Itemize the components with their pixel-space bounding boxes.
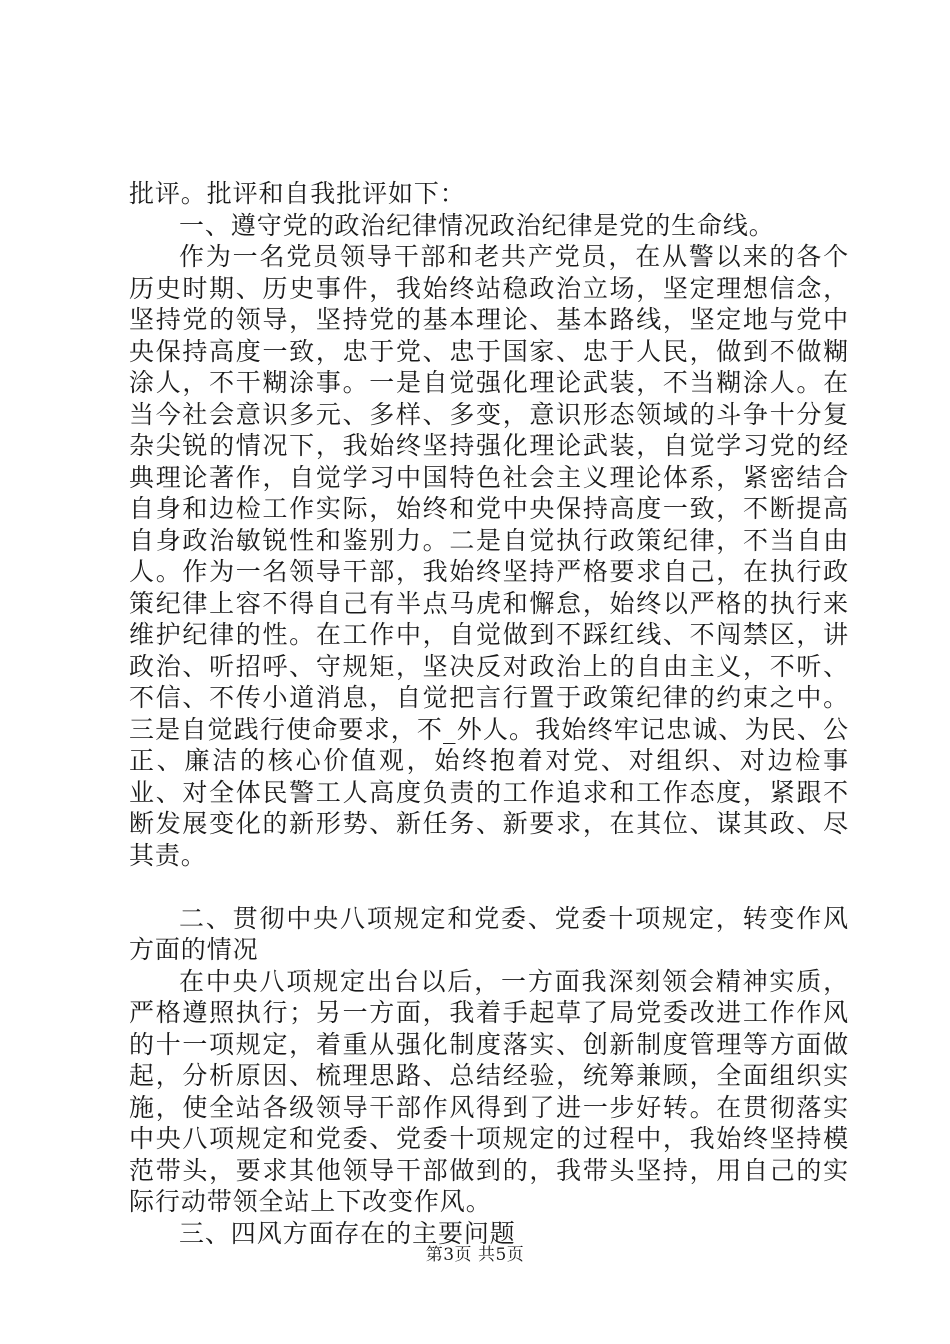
document-body <box>129 178 849 1249</box>
section-heading-four-styles: 三、四风方面存在的主要问题 <box>179 1218 516 1248</box>
paragraph-eight-rules: 在中央八项规定出台以后，一方面我深刻领会精神实质，严格遵照执行；另一方面，我着手起草了局党委改进工作作风的十一项规定，着重从强化制度落实、创新制度管理等方面做起，分析原因、梳理思路、总结经验，统筹兼顾，全面组织实施，使全站各级领导干部作风得到了进一步好转。在贯彻落实中央八项规定和党委、党委十项规定的过程中，我始终坚持模范带头，要求其他领导干部做到的，我带头坚持，用自己的实际行动带领全站上下改变作风。 <box>129 966 849 1216</box>
section-heading-political-discipline: 一、遵守党的政治纪律情况政治纪律是党的生命线。 <box>179 210 775 240</box>
section-heading-eight-rules: 二、贯彻中央八项规定和党委、党委十项规定，转变作风方面的情况 <box>129 903 849 964</box>
paragraph-spacer <box>129 871 849 903</box>
paragraph-continuation: 批评。批评和自我批评如下： <box>129 179 466 208</box>
page-number-footer: 第3页 共5页 <box>425 1245 525 1265</box>
paragraph-political-discipline: 作为一名党员领导干部和老共产党员，在从警以来的各个历史时期、历史事件，我始终站稳政治立场，坚定理想信念，坚持党的领导，坚持党的基本理论、基本路线，坚定地与党中央保持高度一致，忠于党、忠于国家、忠于人民，做到不做糊涂人，不干糊涂事。一是自觉强化理论武装，不当糊涂人。在当今社会意识多元、多样、多变，意识形态领域的斗争十分复杂尖锐的情况下，我始终坚持强化理论武装，自觉学习党的经典理论著作，自觉学习中国特色社会主义理论体系，紧密结合自身和边检工作实际，始终和党中央保持高度一致，不断提高自身政治敏锐性和鉴别力。二是自觉执行政策纪律，不当自由人。作为一名领导干部，我始终坚持严格要求自己，在执行政策纪律上容不得自己有半点马虎和懈怠，始终以严格的执行来维护纪律的性。在工作中，自觉做到不踩红线、不闯禁区，讲政治、听招呼、守规矩，坚决反对政治上的自由主义，不听、不信、不传小道消息，自觉把言行置于政策纪律的约束之中。三是自觉践行使命要求，不_外人。我始终牢记忠诚、为民、公正、廉洁的核心价值观，始终抱着对党、对组织、对边检事业、对全体民警工人高度负责的工作追求和工作态度，紧跟不断发展变化的新形势、新任务、新要求，在其位、谋其政、尽其责。 <box>129 242 849 870</box>
